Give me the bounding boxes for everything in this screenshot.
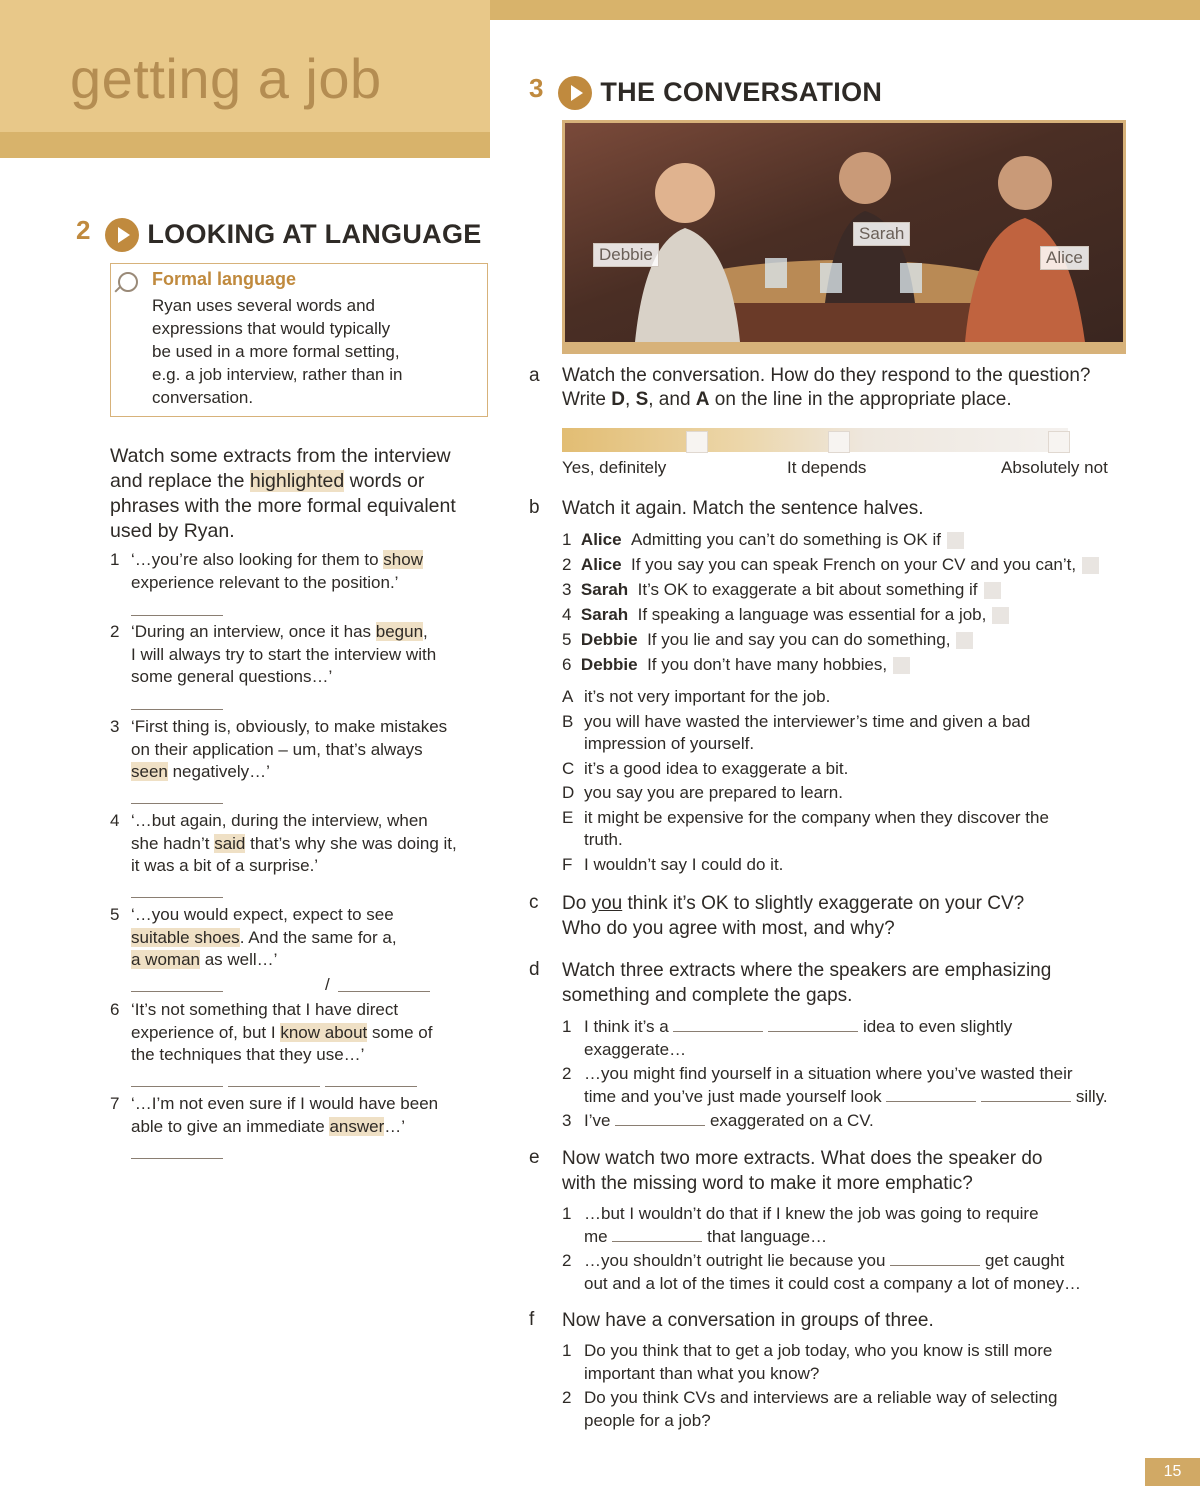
item-number: 7 (110, 1094, 120, 1113)
question-d: Watch three extracts where the speakers are emphasizing something and complete the gaps. (562, 960, 1052, 1006)
play-icon[interactable] (105, 218, 139, 252)
scale-box[interactable] (828, 431, 850, 453)
header-stripe-right (490, 0, 1200, 20)
question-letter: e (529, 1147, 540, 1168)
item-number: 2 (110, 622, 120, 641)
photo-label-alice: Alice (1040, 246, 1089, 270)
instruction-line: and replace the highlighted words or (110, 470, 425, 492)
photo-illustration (565, 123, 1123, 342)
answer-line[interactable] (131, 1158, 223, 1159)
question-letter: c (529, 892, 539, 913)
question-a: Watch the conversation. How do they respond to the question? Write D, S, and A on the line in the appropriate place. (562, 365, 1091, 410)
list-item: 4 Sarah If speaking a language was essential for a job, (562, 602, 1162, 627)
item-number: 1 (110, 550, 120, 569)
scale-box[interactable] (1048, 431, 1070, 453)
photo-label-sarah: Sarah (853, 222, 910, 246)
page-number: 15 (1145, 1458, 1200, 1486)
page-title: getting a job (70, 47, 382, 110)
list-item: 2 Alice If you say you can speak French on your CV and you can’t, (562, 552, 1162, 577)
option-item: C it’s a good idea to exaggerate a bit. (562, 758, 849, 778)
scale-label: It depends (787, 458, 867, 477)
answer-box[interactable] (992, 607, 1009, 624)
scale-box[interactable] (686, 431, 708, 453)
question-e: Now watch two more extracts. What does the speaker do with the missing word to make it more emphatic? (562, 1148, 1043, 1194)
section-2-heading (76, 215, 482, 252)
list-item: 2 …you might find yourself in a situation where you’ve wasted their time and you’ve just made yourself look silly. (562, 1064, 1108, 1106)
section-title: LOOKING AT LANGUAGE (147, 219, 482, 250)
item-number: 3 (110, 717, 120, 736)
list-item: 2 Do you think CVs and interviews are a reliable way of selecting people for a job? (562, 1388, 1058, 1430)
conversation-photo (562, 120, 1126, 354)
list-item: 2 …you shouldn’t outright lie because you get caught out and a lot of the times it could cost a company a lot of money… (562, 1251, 1082, 1293)
list-item: 1 Alice Admitting you can’t do something is OK if (562, 527, 1162, 552)
item-number: 4 (110, 811, 120, 830)
header-stripe (0, 132, 490, 158)
question-e-items (562, 1203, 1142, 1295)
list-item: 1 Do you think that to get a job today, who you know is still more important than what you know? (562, 1341, 1053, 1383)
answer-line[interactable] (338, 991, 430, 992)
scale-label: Absolutely not (1001, 458, 1108, 477)
option-item: A it’s not very important for the job. (562, 687, 831, 706)
list-item: 3 Sarah It’s OK to exaggerate a bit about something if (562, 577, 1162, 602)
item-number: 6 (110, 1000, 120, 1019)
gap-line[interactable] (768, 1031, 858, 1032)
answer-line[interactable] (325, 1086, 417, 1087)
option-item: F I wouldn’t say I could do it. (562, 854, 784, 874)
section-number: 3 (529, 73, 544, 103)
section-title: THE CONVERSATION (600, 77, 883, 108)
question-c: Do you think it’s OK to slightly exaggerate on your CV? Who do you agree with most, and why? (562, 893, 1025, 939)
gap-line[interactable] (612, 1241, 702, 1242)
list-item: 1 …but I wouldn’t do that if I knew the job was going to require me that language… (562, 1204, 1039, 1246)
question-d-items (562, 1016, 1142, 1133)
list-item: 1 I think it’s a idea to even slightly exaggerate… (562, 1017, 1013, 1059)
response-scale (562, 428, 1068, 452)
box-line: conversation. (152, 388, 254, 407)
answer-line[interactable] (131, 991, 223, 992)
answer-line[interactable] (131, 803, 223, 804)
magnifier-icon (118, 272, 138, 292)
photo-label-debbie: Debbie (593, 243, 659, 267)
answer-line[interactable] (131, 897, 223, 898)
list-item: ‘First thing is, obviously, to make mistakes on their application – um, that’s always seen negatively…’ (131, 717, 448, 781)
item-number: 5 (110, 905, 120, 924)
answer-box[interactable] (956, 632, 973, 649)
list-item: 6 Debbie If you don’t have many hobbies, (562, 652, 1162, 677)
answer-box[interactable] (1082, 557, 1099, 574)
answer-box[interactable] (984, 582, 1001, 599)
gap-line[interactable] (890, 1265, 980, 1266)
answer-line[interactable] (131, 1086, 223, 1087)
instruction-line: Watch some extracts from the interview (110, 445, 451, 467)
sentence-halves (562, 527, 1162, 677)
list-item: ‘It’s not something that I have direct experience of, but I know about some of the techniques that they use…’ (131, 1000, 433, 1064)
gap-line[interactable] (981, 1101, 1071, 1102)
question-letter: d (529, 959, 540, 980)
answer-line[interactable] (131, 709, 223, 710)
question-f-items (562, 1340, 1142, 1432)
list-item: 5 Debbie If you lie and say you can do something, (562, 627, 1162, 652)
answer-line[interactable] (131, 615, 223, 616)
box-line: e.g. a job interview, rather than in (152, 365, 403, 384)
list-item: ‘…you’re also looking for them to show experience relevant to the position.’ (131, 550, 423, 592)
list-item: ‘…I’m not even sure if I would have been able to give an immediate answer…’ (131, 1094, 439, 1136)
gap-line[interactable] (615, 1125, 705, 1126)
gap-line[interactable] (673, 1031, 763, 1032)
list-item: ‘During an interview, once it has begun, I will always try to start the interview with some general questions…’ (131, 622, 437, 686)
box-line: Ryan uses several words and (152, 296, 376, 315)
section-number: 2 (76, 215, 91, 245)
answer-box[interactable] (947, 532, 964, 549)
question-b: Watch it again. Match the sentence halves. (562, 498, 924, 519)
option-item: D you say you are prepared to learn. (562, 783, 843, 802)
box-line: be used in a more formal setting, (152, 342, 400, 361)
section-3-heading (529, 73, 882, 110)
list-item: ‘…but again, during the interview, when she hadn’t said that’s why she was doing it, it was a bit of a surprise.’ (131, 811, 457, 875)
sentence-endings (562, 686, 1142, 876)
play-icon[interactable] (558, 76, 592, 110)
answer-box[interactable] (893, 657, 910, 674)
list-item: 3 I’ve exaggerated on a CV. (562, 1111, 874, 1130)
option-item: E it might be expensive for the company when they discover the truth. (562, 807, 1049, 849)
question-f: Now have a conversation in groups of three. (562, 1310, 934, 1331)
option-item: B you will have wasted the interviewer’s time and given a bad impression of yourself. (562, 711, 1031, 753)
list-item: ‘…you would expect, expect to see suitable shoes. And the same for a, a woman as well…’ (131, 905, 397, 969)
scale-label: Yes, definitely (562, 458, 667, 477)
question-letter: f (529, 1309, 535, 1330)
question-letter: a (529, 365, 540, 386)
slash: / (325, 975, 330, 994)
highlighted-word: highlighted (249, 470, 345, 492)
answer-line[interactable] (228, 1086, 320, 1087)
box-line: expressions that would typically (152, 319, 391, 338)
instruction-line: used by Ryan. (110, 520, 235, 542)
question-letter: b (529, 497, 540, 518)
section-2-instructions (110, 444, 490, 544)
box-title: Formal language (152, 269, 297, 289)
box-text (152, 294, 452, 409)
gap-line[interactable] (886, 1101, 976, 1102)
instruction-line: phrases with the more formal equivalent (110, 495, 456, 517)
